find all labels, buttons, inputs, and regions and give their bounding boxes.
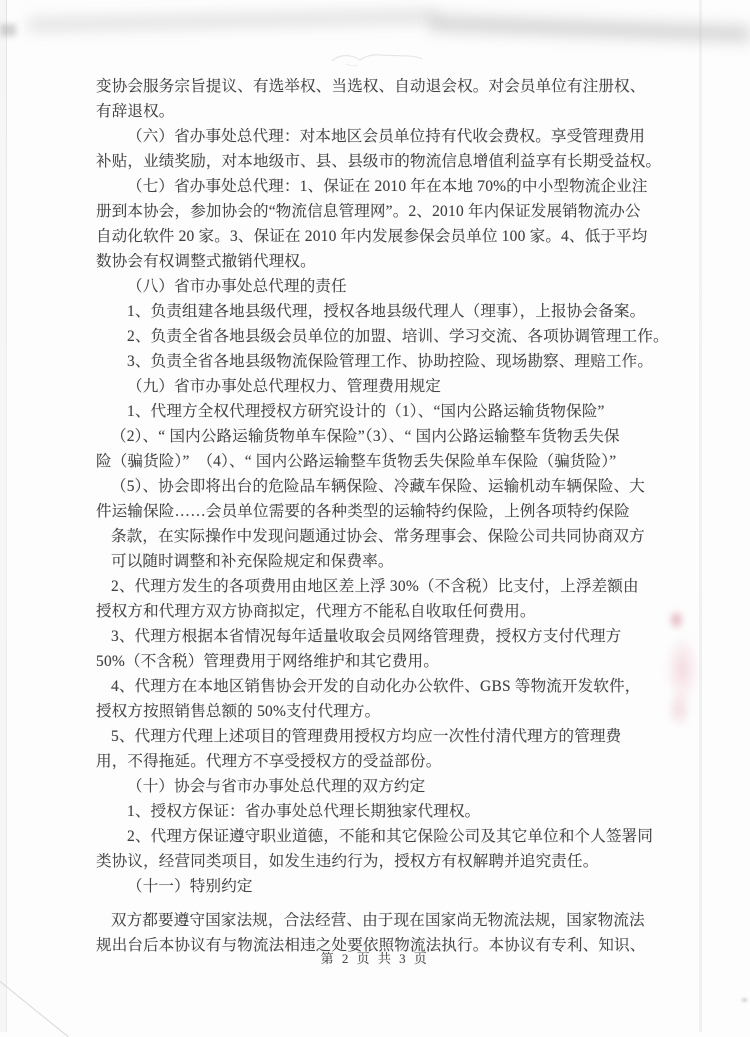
text-line: （5）、协会即将出台的危险品车辆保险、冷藏车保险、运输机动车辆保险、大 — [111, 478, 646, 495]
text-line: （六）省办事处总代理：对本地区会员单位持有代收会费权。享受管理费用 — [127, 128, 646, 145]
text-line: 双方都要遵守国家法规，合法经营、由于现在国家尚无物流法规，国家物流法 — [111, 912, 645, 929]
text-line: 1、代理方全权代理授权方研究设计的（1）、“国内公路运输货物保险” — [127, 403, 605, 420]
scan-shadow-corner — [0, 24, 16, 36]
text-line: 授权方和代理方双方协商拟定，代理方不能私自收取任何费用。 — [96, 603, 536, 620]
document-text — [96, 74, 669, 958]
text-line: 用，不得拖延。代理方不享受授权方的受益部份。 — [96, 753, 442, 770]
page-edge-line-right — [699, 0, 702, 1032]
text-line: （九）省市办事处总代理权力、管理费用规定 — [127, 378, 442, 395]
text-line: 1、负责组建各地县级代理，授权各地县级代理人（理事），上报协会备案。 — [127, 303, 646, 320]
scan-shadow-top-left — [28, 10, 438, 32]
text-line: 自动化软件 20 家。3、保证在 2010 年内发展参保会员单位 100 家。4、低于平均 — [96, 228, 648, 245]
pencil-scribble-mark — [326, 44, 438, 70]
text-line: 2、代理方发生的各项费用由地区差上浮 30%（不含税）比支付，上浮差额由 — [111, 578, 639, 595]
text-line: 补贴，业绩奖励，对本地级市、县、县级市的物流信息增值利益享有长期受益权。 — [96, 153, 662, 170]
text-line: 3、代理方根据本省情况每年适量收取会员网络管理费，授权方支付代理方 — [111, 628, 622, 645]
text-line: 4、代理方在本地区销售协会开发的自动化办公软件、GBS 等物流开发软件， — [111, 678, 641, 695]
text-line: 件运输保险……会员单位需要的各种类型的运输特约保险，上例各项特约保险 — [96, 503, 630, 520]
page-number-footer: 第 2 页 共 3 页 — [320, 951, 430, 966]
text-line: 2、负责全省各地县级会员单位的加盟、培训、学习交流、各项协调管理工作。 — [127, 328, 669, 345]
text-line: 授权方按照销售总额的 50%支付代理方。 — [96, 703, 381, 720]
text-line: （八）省市办事处总代理的责任 — [127, 278, 347, 295]
text-line: 类协议，经营同类项目，如发生违约行为，授权方有权解聘并追究责任。 — [96, 853, 599, 870]
text-line: （十一）特别约定 — [127, 878, 253, 895]
page-edge-line-left — [6, 0, 7, 1032]
text-line: 50%（不含税）管理费用于网络维护和其它费用。 — [96, 653, 440, 670]
text-line: 变协会服务宗旨提议、有选举权、当选权、自动退会权。对会员单位有注册权、 — [96, 78, 646, 95]
text-line: 条款，在实际操作中发现问题通过协会、常务理事会、保险公司共同协商双方 — [111, 528, 645, 545]
text-line: （十）协会与省市办事处总代理的双方约定 — [127, 778, 426, 795]
text-line: （2）、“ 国内公路运输货物单车保险”（3）、“ 国内公路运输整车货物丢失保 — [111, 428, 620, 445]
text-line: 5、代理方代理上述项目的管理费用授权方均应一次性付清代理方的管理费 — [111, 728, 622, 745]
ink-bleed-smudge — [658, 608, 702, 726]
text-line: 有辞退权。 — [96, 103, 175, 120]
text-line: 2、代理方保证遵守职业道德，不能和其它保险公司及其它单位和个人签署同 — [127, 828, 654, 845]
text-line: 险（骗货险）” （4）、“ 国内公路运输整车货物丢失保险单车保险（骗货险）” — [96, 453, 617, 470]
text-line: 可以随时调整和补充保险规定和保费率。 — [111, 553, 394, 570]
text-line: 3、负责全省各地县级物流保险管理工作、协助控险、现场勘察、理赔工作。 — [127, 353, 654, 370]
text-line: 数协会有权调整式撤销代理权。 — [96, 253, 316, 270]
text-line: 1、授权方保证：省办事处总代理长期独家代理权。 — [127, 803, 481, 820]
text-line: （七）省办事处总代理：1、保证在 2010 年在本地 70%的中小型物流企业注 — [127, 178, 648, 195]
speck-bottom-right — [742, 998, 747, 1002]
text-line: 册到本协会，参加协会的“物流信息管理网”。2、2010 年内保证发展销物流办公 — [96, 203, 641, 220]
text-line: 规出台后本协议有与物流法相违之处要依照物流法执行。本协议有专利、知识、 — [96, 937, 646, 954]
scratch-line-bottom-left — [0, 976, 69, 1037]
